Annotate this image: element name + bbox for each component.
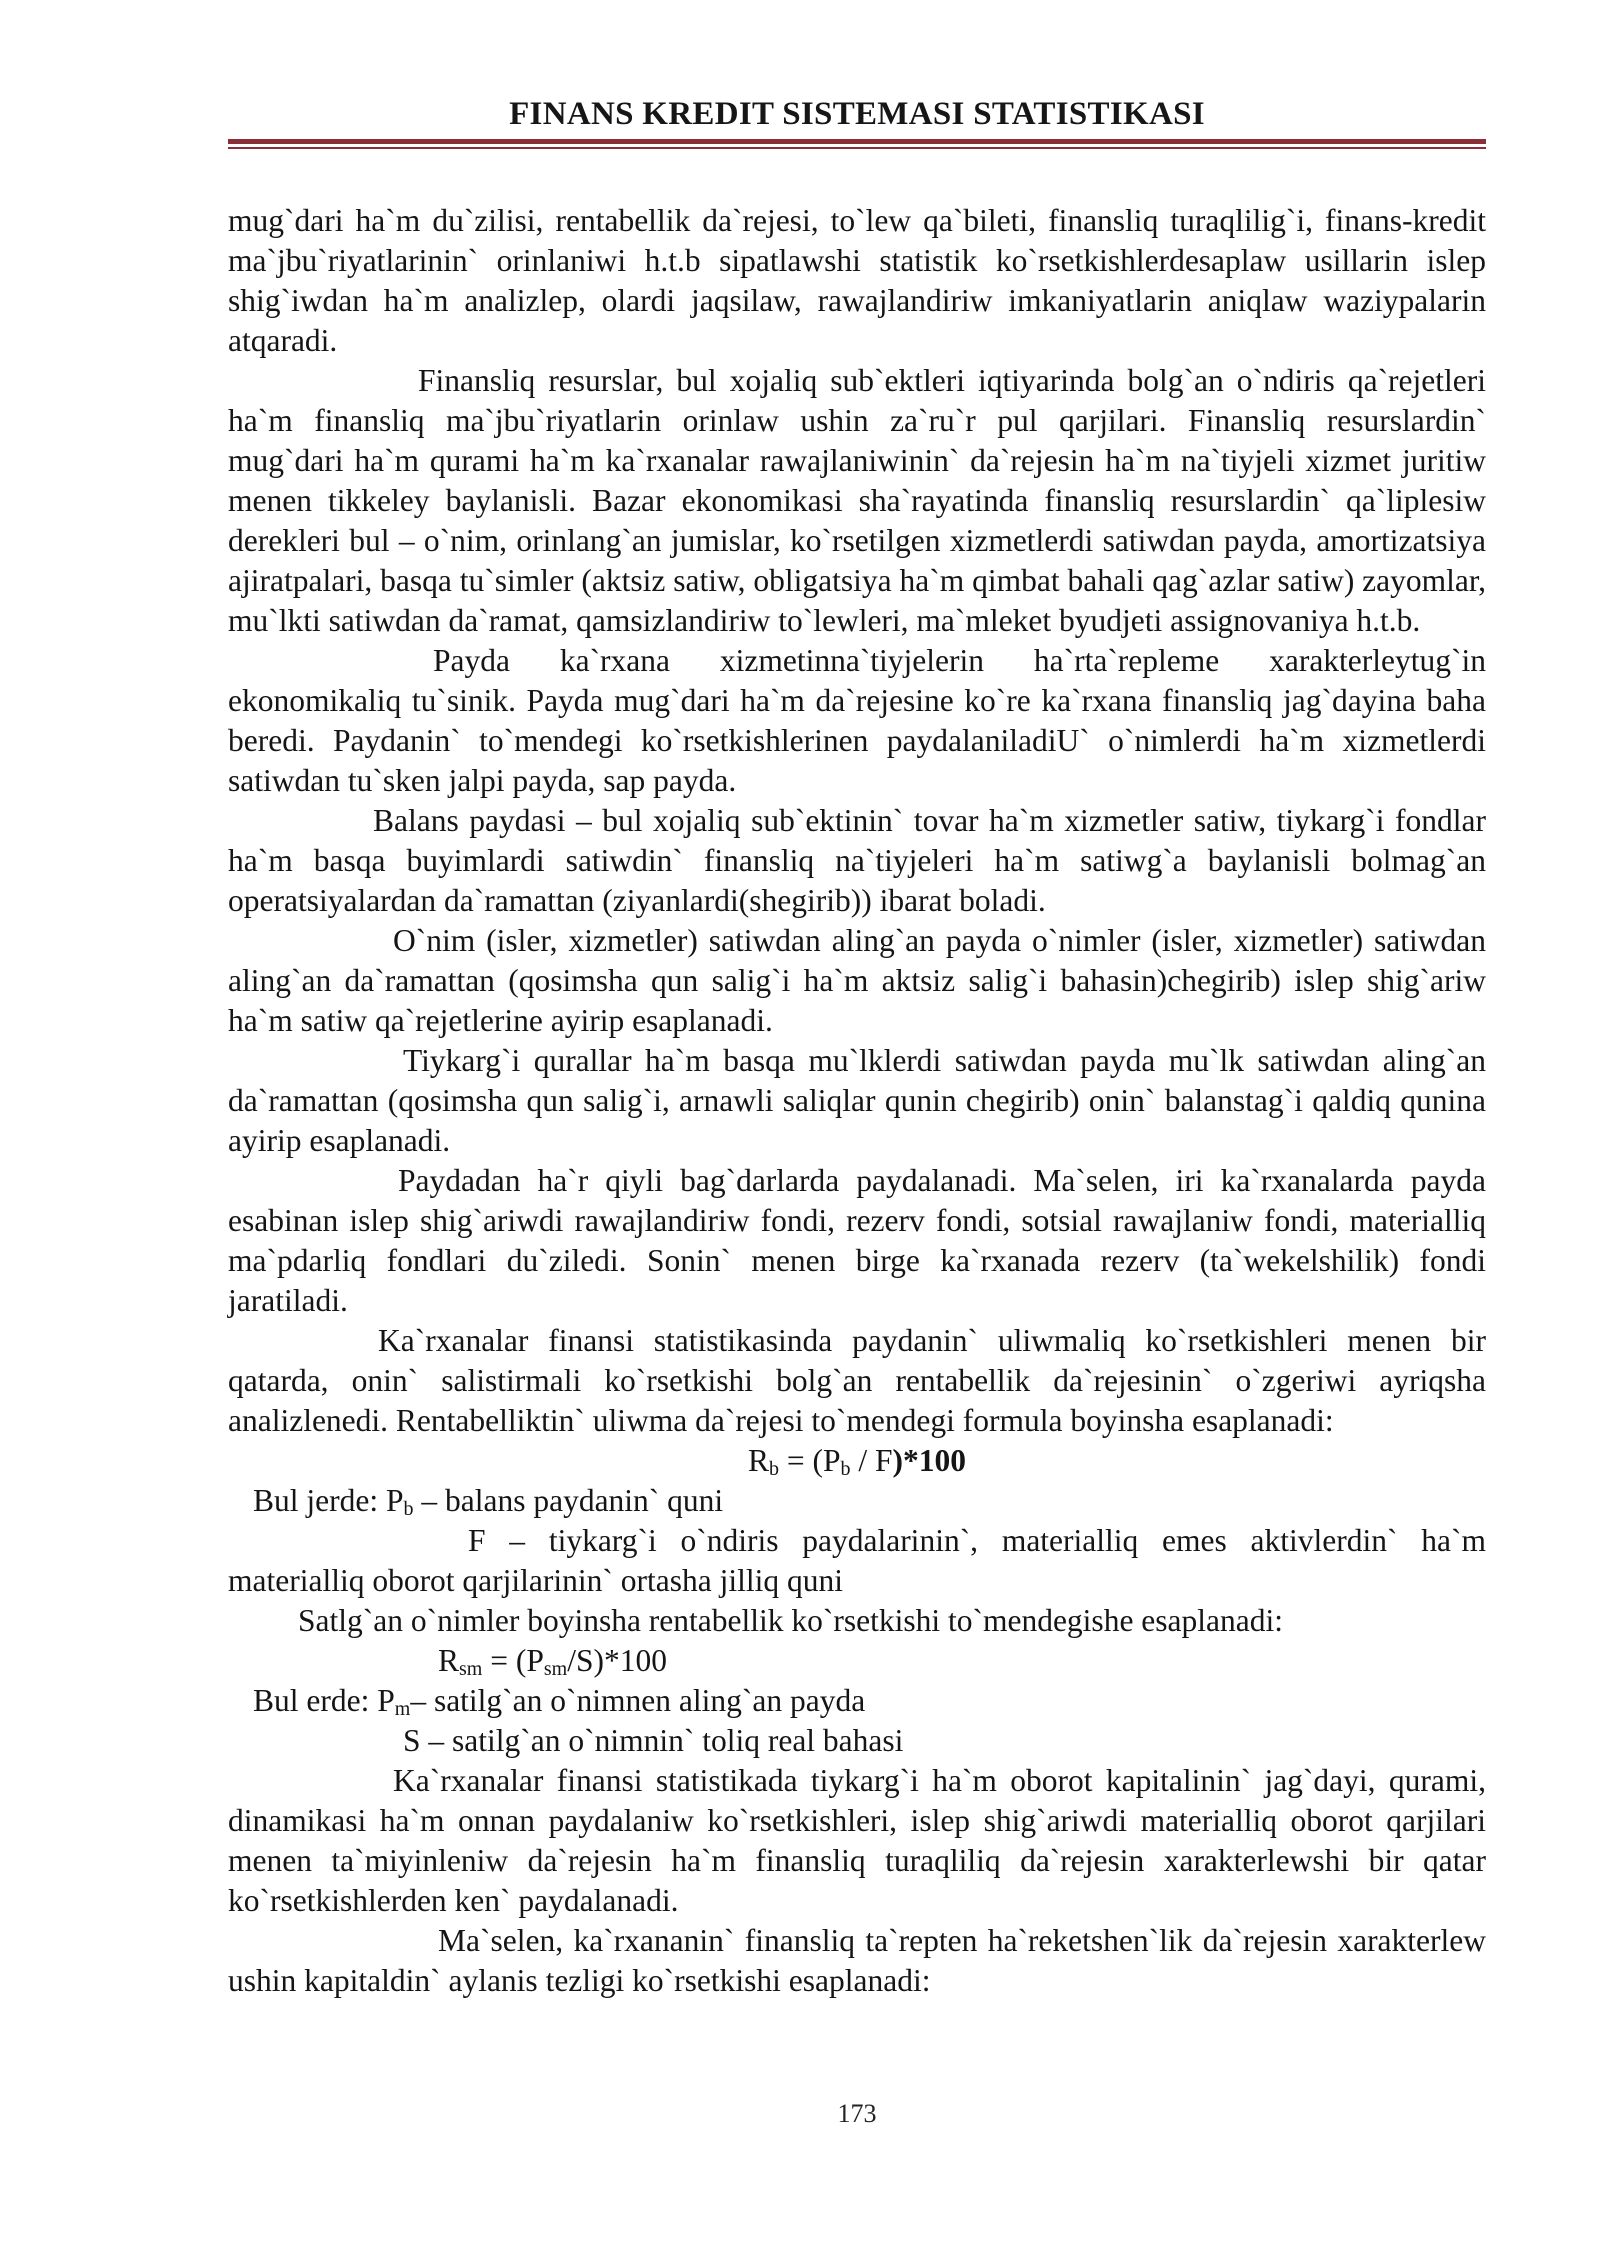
paragraph-8: Ka`rxanalar finansi statistikasinda paydanin` uliwmaliq ko`rsetkishleri menen bir qatarda, onin` salistirmali ko`rsetkishi bolg`an rentabellik da`rejesinin` o`zgeriwi ayriqsha analizlenedi. Rentabelliktin` uliwma da`rejesi to`mendegi formula boyinsha esaplanadi: bbox=[228, 1323, 1486, 1438]
paragraph-1: mug`dari ha`m du`zilisi, rentabellik da`rejesi, to`lew qa`bileti, finansliq turaqlilig`i, finans-kredit ma`jbu`riyatlarinin` orinlaniwi h.t.b sipatlawshi statistik ko`rsetkishlerdesaplaw usillarin islep shig`iwdan ha`m analizlep, olardi jaqsilaw, rawajlandiriw imkaniyatlarin aniqlaw waziypalarin atqaradi. bbox=[228, 203, 1486, 358]
header-rule-thick bbox=[228, 139, 1486, 144]
running-header-title: FINANS KREDIT SISTEMASI STATISTIKASI bbox=[509, 96, 1205, 132]
paragraph-5: O`nim (isler, xizmetler) satiwdan aling`an payda o`nimler (isler, xizmetler) satiwdan aling`an da`ramattan (qosimsha qun salig`i ha`m aktsiz salig`i bahasin)chegirib) islep shig`ariw ha`m satiw qa`rejetlerine ayirip esaplanadi. bbox=[228, 923, 1486, 1038]
paragraph-10: Ma`selen, ka`rxananin` finansliq ta`repten ha`reketshen`lik da`rejesin xarakterlew ushin kapitaldin` aylanis tezligi ko`rsetkishi esaplanadi: bbox=[228, 1923, 1486, 1998]
paragraph-3: Payda ka`rxana xizmetinna`tiyjelerin ha`rta`repleme xarakterleytug`in ekonomikaliq tu`sinik. Payda mug`dari ha`m da`rejesine ko`re ka`rxana finansliq jag`dayina baha beredi. Paydanin` to`mendegi ko`rsetkishlerinen paydalaniladiU` o`nimlerdi ha`m xizmetlerdi satiwdan tu`sken jalpi payda, sap payda. bbox=[228, 643, 1486, 798]
body-text bbox=[228, 201, 1486, 2001]
formula-2-definition-pm: Bul erde: $P_m-$ satilg`an o`nimnen aling`an payda bbox=[253, 1683, 866, 1720]
paragraph-9: Ka`rxanalar finansi statistikada tiykarg`i ha`m oborot kapitalinin` jag`dayi, qurami, dinamikasi ha`m onnan paydalaniw ko`rsetkishleri, islep shig`ariwdi materialliq oborot qarjilari menen ta`miyinleniw da`rejesin ha`m finansliq turaqliliq da`rejesin xarakterlewshi bir qatar ko`rsetkishlerden ken` paydalanadi. bbox=[228, 1763, 1486, 1918]
formula-1-definition-pb: Bul jerde: $P_b$ – balans paydanin` quni bbox=[253, 1483, 724, 1520]
paragraph-6: Tiykarg`i qurallar ha`m basqa mu`lklerdi satiwdan payda mu`lk satiwdan aling`an da`ramattan (qosimsha qun salig`i, arnawli saliqlar qunin chegirib) onin` balanstag`i qaldiq qunina ayirip esaplanadi. bbox=[228, 1043, 1486, 1158]
page-number: 173 bbox=[837, 2099, 877, 2128]
sales-rentability-intro: Satlg`an o`nimler boyinsha rentabellik ko`rsetkishi to`mendegishe esaplanadi: bbox=[298, 1603, 1283, 1638]
paragraph-2: Finansliq resurslar, bul xojaliq sub`ektleri iqtiyarinda bolg`an o`ndiris qa`rejetleri ha`m finansliq ma`jbu`riyatlarin orinlaw ushin za`ru`r pul qarjilari. Finansliq resurslardin` mug`dari ha`m qurami ha`m ka`rxanalar rawajlaniwinin` da`rejesin ha`m na`tiyjeli xizmet juritiw menen tikkeley baylanisli. Bazar ekonomikasi sha`rayatinda finansliq resurslardin` qa`liplesiw derekleri bul – o`nim, orinlang`an jumislar, ko`rsetilgen xizmetlerdi satiwdan payda, amortizatsiya ajiratpalari, basqa tu`simler (aktsiz satiw, obligatsiya ha`m qimbat bahali qag`azlar satiw) zayomlar, mu`lkti satiwdan da`ramat, qamsizlandiriw to`lewleri, ma`mleket byudjeti assignovaniya h.t.b. bbox=[228, 363, 1486, 638]
formula-2-definition-s: S – satilg`an o`nimnin` toliq real bahasi bbox=[403, 1723, 904, 1758]
header-rule-thin bbox=[228, 147, 1486, 149]
formula-1-definition-f: F – tiykarg`i o`ndiris paydalarinin`, materialliq emes aktivlerdin` ha`m materialliq oborot qarjilarinin` ortasha jilliq quni bbox=[228, 1523, 1486, 1598]
paragraph-4: Balans paydasi – bul xojaliq sub`ektinin` tovar ha`m xizmetler satiw, tiykarg`i fondlar ha`m basqa buyimlardi satiwdin` finansliq na`tiyjeleri ha`m satiwg`a baylanisli bolmag`an operatsiyalardan da`ramattan (ziyanlardi(shegirib)) ibarat boladi. bbox=[228, 803, 1486, 918]
paragraph-7: Paydadan ha`r qiyli bag`darlarda paydalanadi. Ma`selen, iri ka`rxanalarda payda esabinan islep shig`ariwdi rawajlandiriw fondi, rezerv fondi, sotsial rawajlaniw fondi, materialliq ma`pdarliq fondlari du`ziledi. Sonin` menen birge ka`rxanada rezerv (ta`wekelshilik) fondi jaratiladi. bbox=[228, 1163, 1486, 1318]
formula-balance-rentability: $R_b = (P_b / F)*100$ bbox=[747, 1443, 967, 1480]
formula-sales-rentability: $R_{sm} = (P_{sm}/S)*100$ bbox=[438, 1643, 667, 1680]
